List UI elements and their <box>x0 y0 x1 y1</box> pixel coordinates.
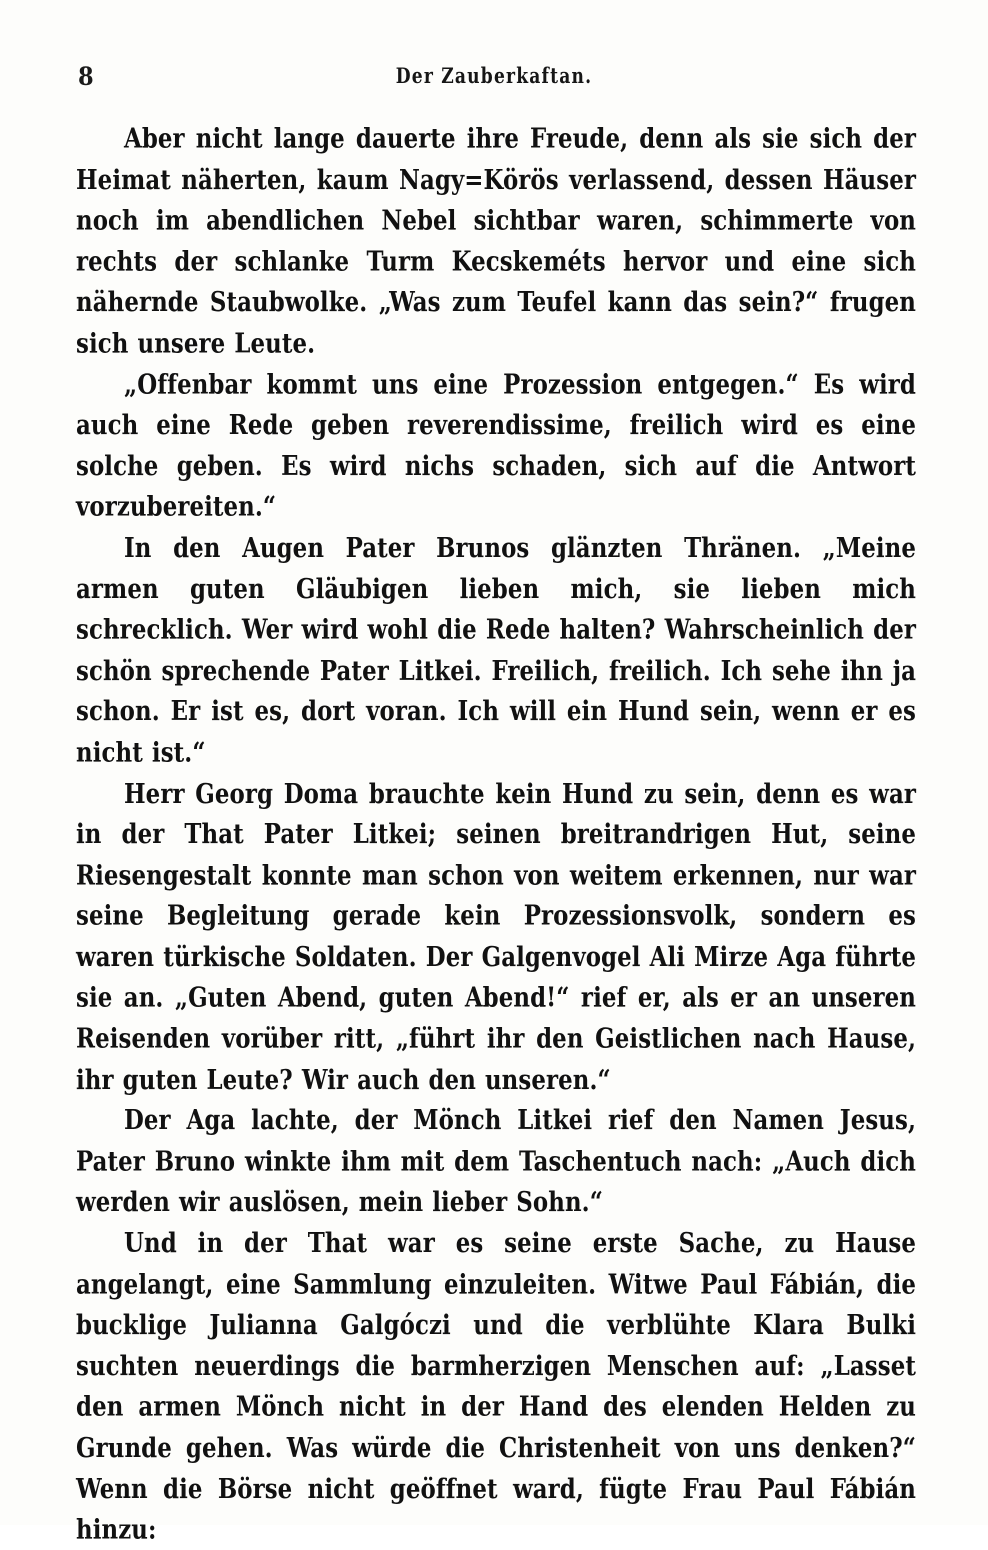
body-text <box>76 118 916 1550</box>
paragraph: Herr Georg Doma brauchte kein Hund zu sein, denn es war in der That Pater Litkei; seinen breitrandrigen Hut, seine Riesengestalt konnte man schon von weitem erkennen, nur war seine Begleitung gerade kein Prozessionsvolk, sondern es waren türkische Soldaten. Der Galgenvogel Ali Mirze Aga führte sie an. „Guten Abend, guten Abend!“ rief er, als er an unseren Reisenden vorüber ritt, „führt ihr den Geistlichen nach Hause, ihr guten Leute? Wir auch den unseren.“ <box>76 776 916 1095</box>
page-number: 8 <box>78 62 95 91</box>
paragraph: Der Aga lachte, der Mönch Litkei rief den Namen Jesus, Pater Bruno winkte ihm mit dem Taschentuch nach: „Auch dich werden wir auslösen, mein lieber Sohn.“ <box>76 1104 916 1218</box>
running-title: Der Zauberkaftan. <box>395 64 593 89</box>
paragraph: In den Augen Pater Brunos glänzten Thränen. „Meine armen guten Gläubigen lieben mich, sie lieben mich schrecklich. Wer wird wohl die Rede halten? Wahrscheinlich der schön sprechende Pater Litkei. Freilich, freilich. Ich sehe ihn ja schon. Er ist es, dort voran. Ich will ein Hund sein, wenn er es nicht ist.“ <box>76 531 916 768</box>
paragraph: „Offenbar kommt uns eine Prozession entgegen.“ Es wird auch eine Rede geben reverendissime, freilich wird es eine solche geben. Es wird nichs schaden, sich auf die Antwort vorzubereiten.“ <box>76 367 916 523</box>
paragraph: Aber nicht lange dauerte ihre Freude, denn als sie sich der Heimat näherten, kaum Nagy=Körös verlassend, dessen Häuser noch im abendlichen Nebel sichtbar waren, schimmerte von rechts der schlanke Turm Kecskeméts hervor und eine sich nähernde Staubwolke. „Was zum Teufel kann das sein?“ frugen sich unsere Leute. <box>76 122 916 359</box>
page-header <box>78 62 910 98</box>
paragraph: Und in der That war es seine erste Sache, zu Hause angelangt, eine Sammlung einzuleiten. Witwe Paul Fábián, die bucklige Julianna Galgóczi und die verblühte Klara Bulki suchten neuerdings die barmherzigen Menschen auf: „Lasset den armen Mönch nicht in der Hand des elenden Helden zu Grunde gehen. Was würde die Christenheit von uns denken?“ Wenn die Börse nicht geöffnet ward, fügte Frau Paul Fábián hinzu: <box>76 1226 916 1545</box>
